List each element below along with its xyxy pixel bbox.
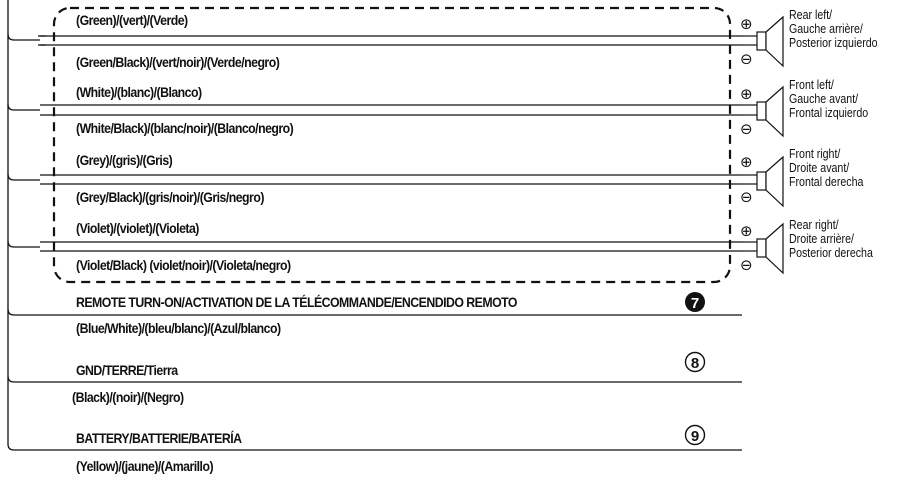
branch-wire-4 bbox=[8, 241, 40, 247]
wire-label-green-black: (Green/Black)/(vert/noir)/(Verde/negro) bbox=[76, 54, 280, 70]
speaker-label-line: Posterior derecha bbox=[789, 246, 873, 260]
minus-icon: ⊖ bbox=[740, 256, 753, 274]
minus-icon: ⊖ bbox=[740, 50, 753, 68]
speaker-label-line: Droite arrière/ bbox=[789, 232, 854, 246]
minus-icon: ⊖ bbox=[740, 120, 753, 138]
speaker-label-front-left bbox=[789, 78, 882, 120]
wire-label-grey: (Grey)/(gris)/(Gris) bbox=[76, 152, 173, 168]
badge-7-number: 7 bbox=[690, 295, 700, 312]
pair-wires-1 bbox=[38, 36, 742, 45]
speaker-label-line: Gauche avant/ bbox=[789, 92, 859, 106]
branch-wire-2 bbox=[8, 104, 40, 110]
plus-icon: ⊕ bbox=[740, 222, 753, 240]
speaker-label-rear-right bbox=[789, 218, 888, 260]
speaker-label-line: Gauche arrière/ bbox=[789, 22, 863, 36]
minus-icon: ⊖ bbox=[740, 188, 753, 206]
wire-label-grey-black: (Grey/Black)/(gris/noir)/(Gris/negro) bbox=[76, 189, 264, 205]
wire-label-white-black: (White/Black)/(blanc/noir)/(Blanco/negro) bbox=[76, 120, 294, 136]
pair-wires-3 bbox=[40, 175, 742, 184]
plus-icon: ⊕ bbox=[740, 153, 753, 171]
lead-color-battery: (Yellow)/(jaune)/(Amarillo) bbox=[76, 458, 214, 474]
branch-wire-1 bbox=[8, 34, 40, 40]
lead-label-remote: REMOTE TURN-ON/ACTIVATION DE LA TÉLÉCOMMANDE/ENCENDIDO REMOTO bbox=[76, 294, 517, 310]
lead-color-gnd: (Black)/(noir)/(Negro) bbox=[72, 389, 184, 405]
wire-label-white: (White)/(blanc)/(Blanco) bbox=[76, 84, 202, 100]
speaker-label-line: Droite avant/ bbox=[789, 161, 850, 175]
plus-icon: ⊕ bbox=[740, 85, 753, 103]
wire-label-violet: (Violet)/(violet)/(Violeta) bbox=[76, 220, 199, 236]
pair-wires-2 bbox=[40, 105, 742, 115]
badge-8-number: 8 bbox=[690, 355, 700, 372]
speaker-label-front-right bbox=[789, 147, 877, 189]
speaker-label-line: Frontal izquierdo bbox=[789, 106, 869, 120]
speaker-label-rear-left bbox=[789, 8, 893, 50]
badge-9-number: 9 bbox=[690, 428, 700, 445]
speaker-label-line: Posterior izquierdo bbox=[789, 36, 878, 50]
speaker-label-line: Frontal derecha bbox=[789, 175, 864, 189]
wire-label-violet-black: (Violet/Black) (violet/noir)/(Violeta/negro) bbox=[76, 257, 291, 273]
lead-color-remote: (Blue/White)/(bleu/blanc)/(Azul/blanco) bbox=[76, 320, 281, 336]
lead-label-battery: BATTERY/BATTERIE/BATERÍA bbox=[76, 430, 242, 446]
speaker-label-line: Rear left/ bbox=[789, 8, 833, 22]
speaker-label-line: Rear right/ bbox=[789, 218, 839, 232]
lead-label-gnd: GND/TERRE/Tierra bbox=[76, 362, 178, 378]
connector-outline bbox=[54, 8, 730, 282]
speaker-label-line: Front left/ bbox=[789, 78, 834, 92]
plus-icon: ⊕ bbox=[740, 15, 753, 33]
pair-wires-4 bbox=[40, 242, 742, 251]
wire-label-green: (Green)/(vert)/(Verde) bbox=[76, 12, 188, 28]
branch-wire-3 bbox=[8, 174, 40, 180]
speaker-label-line: Front right/ bbox=[789, 147, 841, 161]
